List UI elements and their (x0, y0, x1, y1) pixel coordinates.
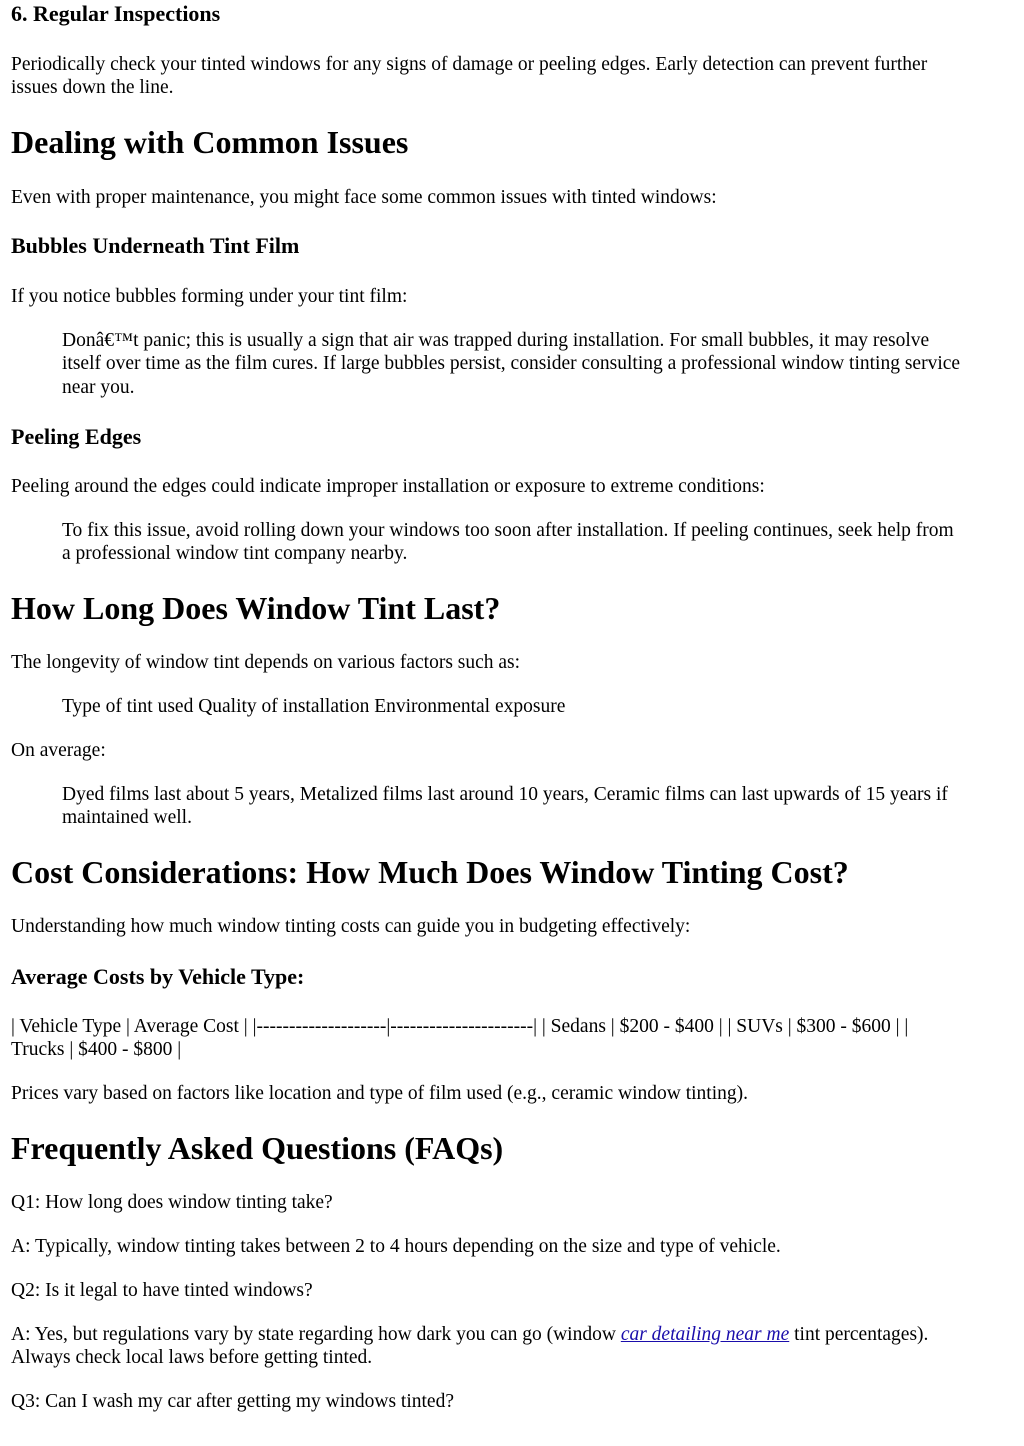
faq-answer-2-line-2: Always check local laws before getting tinted. (11, 1347, 373, 1368)
faq-question-1: Q1: How long does window tinting take? (11, 1192, 333, 1213)
peeling-quote-line-1: To fix this issue, avoid rolling down your windows too soon after installation. If peeling continues, seek help from (62, 520, 954, 541)
tint-last-factors: Type of tint used Quality of installation Environmental exposure (62, 696, 566, 717)
car-detailing-link[interactable]: car detailing near me (620, 1324, 790, 1345)
tint-last-intro: The longevity of window tint depends on various factors such as: (11, 652, 521, 673)
cost-table-text-line-2: Trucks | $400 - $800 | (11, 1039, 182, 1060)
bubbles-quote-line-2: itself over time as the film cures. If large bubbles persist, consider consulting a professional window tinting service (62, 353, 961, 374)
bubbles-intro: If you notice bubbles forming under your tint film: (11, 286, 408, 307)
average-quote-line-2: maintained well. (62, 807, 192, 828)
avg-costs-heading: Average Costs by Vehicle Type: (11, 964, 305, 989)
bubbles-heading: Bubbles Underneath Tint Film (11, 233, 300, 258)
cost-heading: Cost Considerations: How Much Does Window Tinting Cost? (11, 854, 849, 890)
peeling-quote-line-2: a professional window tint company nearby. (62, 543, 408, 564)
faq-question-2: Q2: Is it legal to have tinted windows? (11, 1280, 313, 1301)
peeling-heading: Peeling Edges (11, 424, 142, 449)
faq-question-3: Q3: Can I wash my car after getting my windows tinted? (11, 1391, 454, 1412)
bubbles-quote-line-1: Donâ€™t panic; this is usually a sign that air was trapped during installation. For small bubbles, it may resolve (62, 330, 930, 351)
faq-heading: Frequently Asked Questions (FAQs) (11, 1130, 504, 1166)
faq-answer-2-text-after: tint percentages). (789, 1324, 929, 1345)
average-quote-line-1: Dyed films last about 5 years, Metalized films last around 10 years, Ceramic films can last upwards of 15 years if (62, 784, 948, 805)
faq-answer-2-line-1 (11, 1323, 928, 1347)
common-issues-heading: Dealing with Common Issues (11, 124, 409, 160)
bubbles-quote-line-3: near you. (62, 377, 135, 398)
regular-inspections-text-line-2: issues down the line. (11, 77, 174, 98)
regular-inspections-text-line-1: Periodically check your tinted windows for any signs of damage or peeling edges. Early detection can prevent further (11, 54, 928, 75)
cost-intro: Understanding how much window tinting costs can guide you in budgeting effectively: (11, 916, 691, 937)
prices-vary-text: Prices vary based on factors like location and type of film used (e.g., ceramic window tinting). (11, 1083, 748, 1104)
cost-table-text-line-1: | Vehicle Type | Average Cost | |--------------------|----------------------| | Sedans | $200 - $400 | | SUVs | $300 - $600 | | (11, 1016, 909, 1037)
peeling-intro: Peeling around the edges could indicate improper installation or exposure to extreme conditions: (11, 476, 765, 497)
on-average-label: On average: (11, 740, 106, 761)
tint-last-heading: How Long Does Window Tint Last? (11, 590, 501, 626)
faq-answer-2-text-before: A: Yes, but regulations vary by state regarding how dark you can go (window (11, 1324, 621, 1345)
faq-answer-1: A: Typically, window tinting takes between 2 to 4 hours depending on the size and type of vehicle. (11, 1236, 781, 1257)
common-issues-intro: Even with proper maintenance, you might face some common issues with tinted windows: (11, 187, 717, 208)
regular-inspections-heading: 6. Regular Inspections (11, 1, 221, 26)
